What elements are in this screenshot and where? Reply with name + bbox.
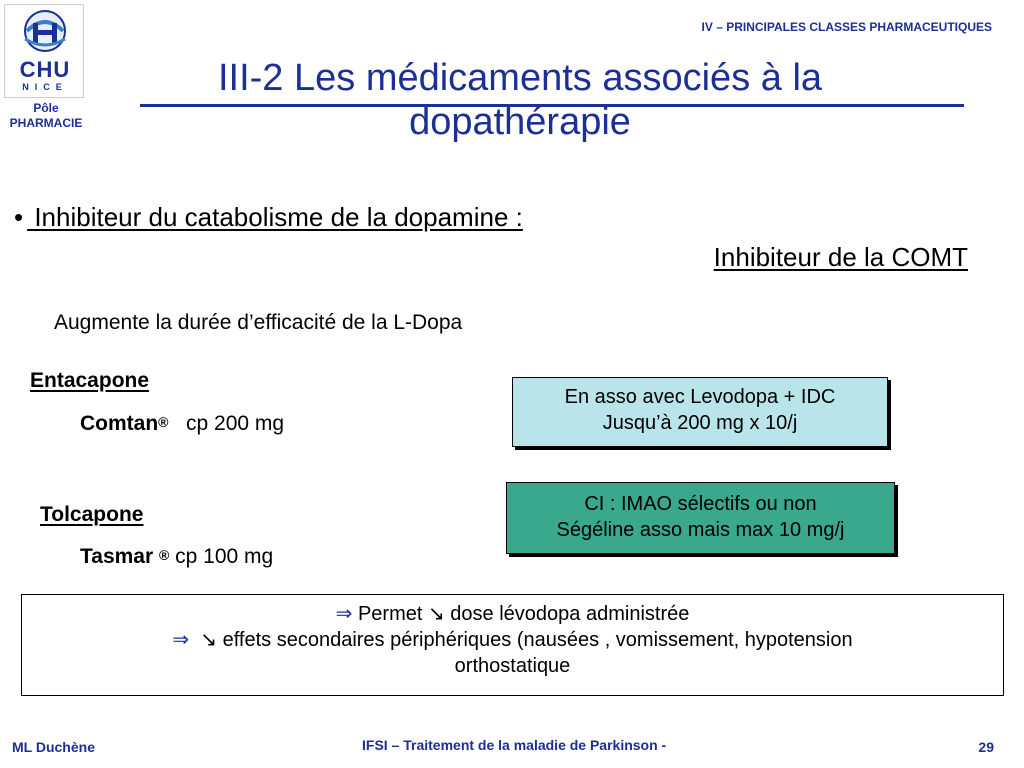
contraindication-line2: Ségéline asso mais max 10 mg/j [556, 519, 845, 541]
effect-text: Augmente la durée d’efficacité de la L-Dopa [54, 311, 463, 334]
association-box [512, 377, 888, 447]
page-number: 29 [978, 739, 994, 755]
implies-arrow-icon: ⇒ [335, 603, 353, 625]
bullet-text: Inhibiteur du catabolisme de la dopamine : [27, 202, 523, 232]
drug-form: cp 200 mg [186, 412, 285, 435]
decrease-arrow-icon: ↘ [427, 603, 445, 625]
drug-dci-tolcapone: Tolcapone [40, 503, 144, 526]
drug-dci-entacapone: Entacapone [30, 369, 150, 392]
contraindication-box [506, 482, 895, 554]
pole-label-line2: PHARMACIE [9, 116, 83, 130]
pole-label-line1: Pôle [33, 101, 59, 115]
brand-name: Comtan [80, 412, 159, 435]
registered-icon: ® [158, 414, 169, 430]
bullet-point [14, 202, 523, 232]
slide-title [140, 56, 900, 144]
result-line2 [22, 627, 1003, 653]
result-line1-a: Permet [352, 603, 428, 625]
result-line2-a: effets secondaires périphériques (nausées , vomissement, hypotension [217, 629, 853, 651]
registered-icon: ® [159, 547, 170, 563]
drug-brand-entacapone [80, 410, 284, 438]
slide-title-line2: dopathérapie [409, 101, 631, 143]
section-header: IV – PRINCIPALES CLASSES PHARMACEUTIQUES [701, 20, 992, 34]
result-line1-b: dose lévodopa administrée [444, 603, 690, 625]
drug-brand-tolcapone [80, 543, 273, 571]
chu-nice-logo [4, 4, 84, 98]
bullet-icon: • [14, 202, 24, 232]
association-line1: En asso avec Levodopa + IDC [564, 386, 836, 408]
result-line1 [22, 601, 1003, 627]
drug-form: cp 100 mg [169, 545, 274, 568]
footer-course: IFSI – Traitement de la maladie de Parkinson - [362, 737, 667, 753]
footer-author: ML Duchène [12, 739, 95, 755]
result-line3: orthostatique [454, 655, 571, 677]
brand-name: Tasmar [80, 545, 159, 568]
decrease-arrow-icon: ↘ [200, 629, 218, 651]
slide-title-line1: III-2 Les médicaments associés à la [217, 57, 823, 99]
logo-subtext: NICE [22, 82, 68, 92]
logo-text: CHU [19, 57, 71, 82]
pole-label [0, 101, 92, 131]
association-line2: Jusqu’à 200 mg x 10/j [602, 412, 798, 434]
implies-arrow-icon: ⇒ [172, 629, 190, 651]
result-box [21, 594, 1004, 696]
bullet-subtitle: Inhibiteur de la COMT [713, 242, 968, 272]
contraindication-line1: CI : IMAO sélectifs ou non [584, 493, 817, 515]
